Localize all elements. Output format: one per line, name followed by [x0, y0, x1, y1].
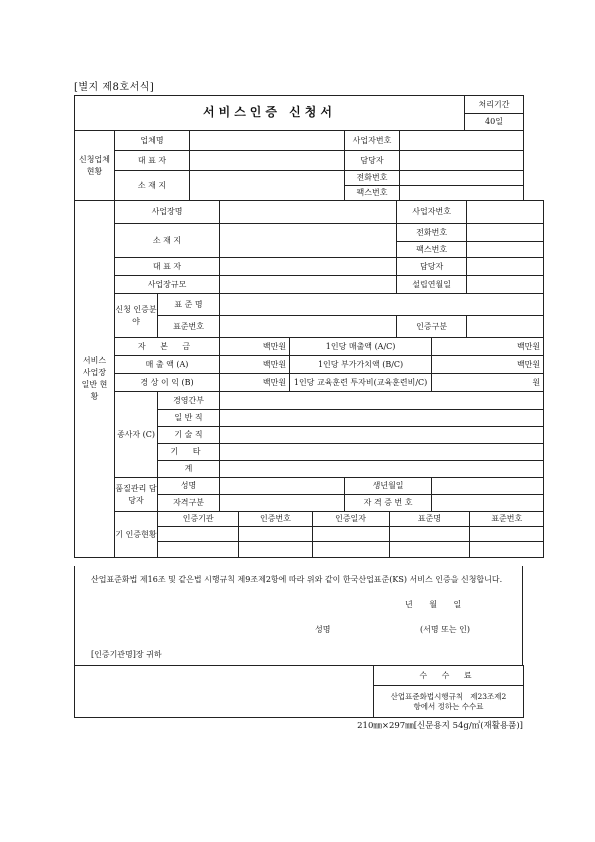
founded-field[interactable] — [467, 276, 544, 294]
form-number-label: [별지 제8호서식] — [74, 82, 155, 93]
qm-name-field[interactable] — [220, 478, 345, 495]
oc-cell[interactable] — [158, 542, 239, 557]
fax-field[interactable] — [400, 186, 524, 201]
per-sales-label: 1인당 매출액 (A/C) — [290, 338, 432, 356]
declaration-box — [74, 566, 523, 666]
capital-unit: 백만원 — [220, 338, 290, 356]
ceo-field[interactable] — [190, 151, 345, 171]
employees-label: 종사자 (C) — [115, 392, 158, 478]
title-block — [74, 95, 524, 131]
std-name-label: 표 준 명 — [158, 294, 220, 316]
site-fax-label: 팩스번호 — [397, 242, 467, 258]
std-name-field[interactable] — [220, 294, 544, 316]
manager-field[interactable] — [400, 151, 524, 171]
qm-qual-no-field[interactable] — [432, 495, 544, 512]
qm-name-label: 성명 — [158, 478, 220, 495]
processing-period-value: 40일 — [465, 114, 524, 131]
std-no-field[interactable] — [220, 316, 397, 338]
emp-row-label: 기 타 — [158, 444, 220, 461]
oc-header: 인증기관 — [158, 512, 239, 526]
biz-no-field[interactable] — [400, 131, 524, 151]
phone-label: 전화번호 — [345, 171, 400, 186]
applicant-section-label: 신청업체 현황 — [75, 131, 115, 201]
site-manager-field[interactable] — [467, 258, 544, 276]
cert-type-field[interactable] — [467, 316, 544, 338]
site-manager-label: 담당자 — [397, 258, 467, 276]
paper-spec-footer: 210㎜×297㎜[신문용지 54g/㎡(재활용품)] — [357, 721, 523, 731]
emp-row-label: 기 술 직 — [158, 427, 220, 444]
site-section — [74, 200, 544, 558]
profit-label: 경 상 이 익 (B) — [115, 374, 220, 392]
oc-header: 표준번호 — [470, 512, 543, 526]
emp-row-field[interactable] — [220, 461, 544, 478]
site-address-label: 소 재 지 — [115, 224, 220, 258]
site-biz-no-field[interactable] — [467, 201, 544, 224]
per-value-label: 1인당 부가가치액 (B/C) — [290, 356, 432, 374]
processing-period-label: 처리기간 — [465, 96, 524, 114]
oc-cell[interactable] — [389, 526, 470, 541]
cert-field-label: 신청 인증분야 — [115, 294, 158, 338]
per-training-label: 1인당 교육훈련 투자비(교육훈련비/C) — [290, 374, 432, 392]
oc-cell[interactable] — [239, 542, 312, 557]
founded-label: 설립연월일 — [397, 276, 467, 294]
fee-text-1: 산업표준화법시행규칙 — [390, 691, 464, 701]
other-cert-label: 기 인증현황 — [115, 512, 158, 558]
oc-cell[interactable] — [470, 526, 543, 541]
sales-label: 매 출 액 (A) — [115, 356, 220, 374]
recipient-label: [인증기관명]장 귀하 — [91, 650, 162, 659]
oc-cell[interactable] — [158, 526, 239, 541]
fee-text-3: 항에서 정하는 수수료 — [413, 701, 484, 711]
emp-row-field[interactable] — [220, 410, 544, 427]
site-address-field[interactable] — [220, 224, 397, 258]
address-field[interactable] — [190, 171, 345, 201]
oc-header: 표준명 — [389, 512, 470, 526]
site-ceo-field[interactable] — [220, 258, 397, 276]
emp-row-field[interactable] — [220, 392, 544, 410]
fee-text — [374, 686, 524, 718]
per-training-unit: 원 — [432, 374, 544, 392]
site-ceo-label: 대 표 자 — [115, 258, 220, 276]
sales-unit: 백만원 — [220, 356, 290, 374]
qm-birth-field[interactable] — [432, 478, 544, 495]
oc-cell[interactable] — [389, 542, 470, 557]
signer-name-label: 성명 — [315, 625, 331, 634]
declaration-text: 산업표준화법 제16조 및 같은법 시행규칙 제9조제2항에 따라 위와 같이 한국산업표준(KS) 서비스 인증을 신청합니다. — [91, 575, 503, 584]
ceo-label: 대 표 자 — [115, 151, 190, 171]
company-name-label: 업체명 — [115, 131, 190, 151]
emp-row-label: 계 — [158, 461, 220, 478]
site-name-label: 사업장명 — [115, 201, 220, 224]
company-name-field[interactable] — [190, 131, 345, 151]
other-cert-table — [158, 512, 543, 557]
applicant-section — [74, 130, 524, 201]
site-name-field[interactable] — [220, 201, 397, 224]
oc-header: 인증일자 — [312, 512, 389, 526]
site-scale-field[interactable] — [220, 276, 397, 294]
emp-row-field[interactable] — [220, 427, 544, 444]
phone-field[interactable] — [400, 171, 524, 186]
site-scale-label: 사업장규모 — [115, 276, 220, 294]
qm-qual-field[interactable] — [220, 495, 345, 512]
site-section-label: 서비스 사업장 일반 현황 — [75, 201, 115, 558]
address-label: 소 재 지 — [115, 171, 190, 201]
cert-type-label: 인증구분 — [397, 316, 467, 338]
oc-header: 인증번호 — [239, 512, 312, 526]
manager-label: 담당자 — [345, 151, 400, 171]
oc-cell[interactable] — [470, 542, 543, 557]
emp-row-label: 경영간부 — [158, 392, 220, 410]
fax-label: 팩스번호 — [345, 186, 400, 201]
qm-birth-label: 생년월일 — [345, 478, 432, 495]
emp-row-field[interactable] — [220, 444, 544, 461]
form-title: 서비스인증 신청서 — [75, 96, 465, 131]
per-value-unit: 백만원 — [432, 356, 544, 374]
capital-label: 자 본 금 — [115, 338, 220, 356]
oc-cell[interactable] — [312, 542, 389, 557]
profit-unit: 백만원 — [220, 374, 290, 392]
fee-text-2: 제23조제2 — [470, 691, 507, 701]
site-phone-label: 전화번호 — [397, 224, 467, 242]
emp-row-label: 일 반 직 — [158, 410, 220, 427]
site-biz-no-label: 사업자번호 — [397, 201, 467, 224]
qm-label: 품질관리 담당자 — [115, 478, 158, 512]
per-sales-unit: 백만원 — [432, 338, 544, 356]
biz-no-label: 사업자번호 — [345, 131, 400, 151]
site-phone-field[interactable] — [467, 224, 544, 242]
oc-cell[interactable] — [312, 526, 389, 541]
fee-section — [74, 665, 524, 718]
std-no-label: 표준번호 — [158, 316, 220, 338]
date-label: 년 월 일 — [405, 600, 462, 609]
qm-qual-label: 자격구분 — [158, 495, 220, 512]
fee-label: 수 수 료 — [374, 666, 524, 686]
qm-qual-no-label: 자 격 증 번 호 — [345, 495, 432, 512]
site-fax-field[interactable] — [467, 242, 544, 258]
oc-cell[interactable] — [239, 526, 312, 541]
signature-label: (서명 또는 인) — [420, 625, 470, 634]
